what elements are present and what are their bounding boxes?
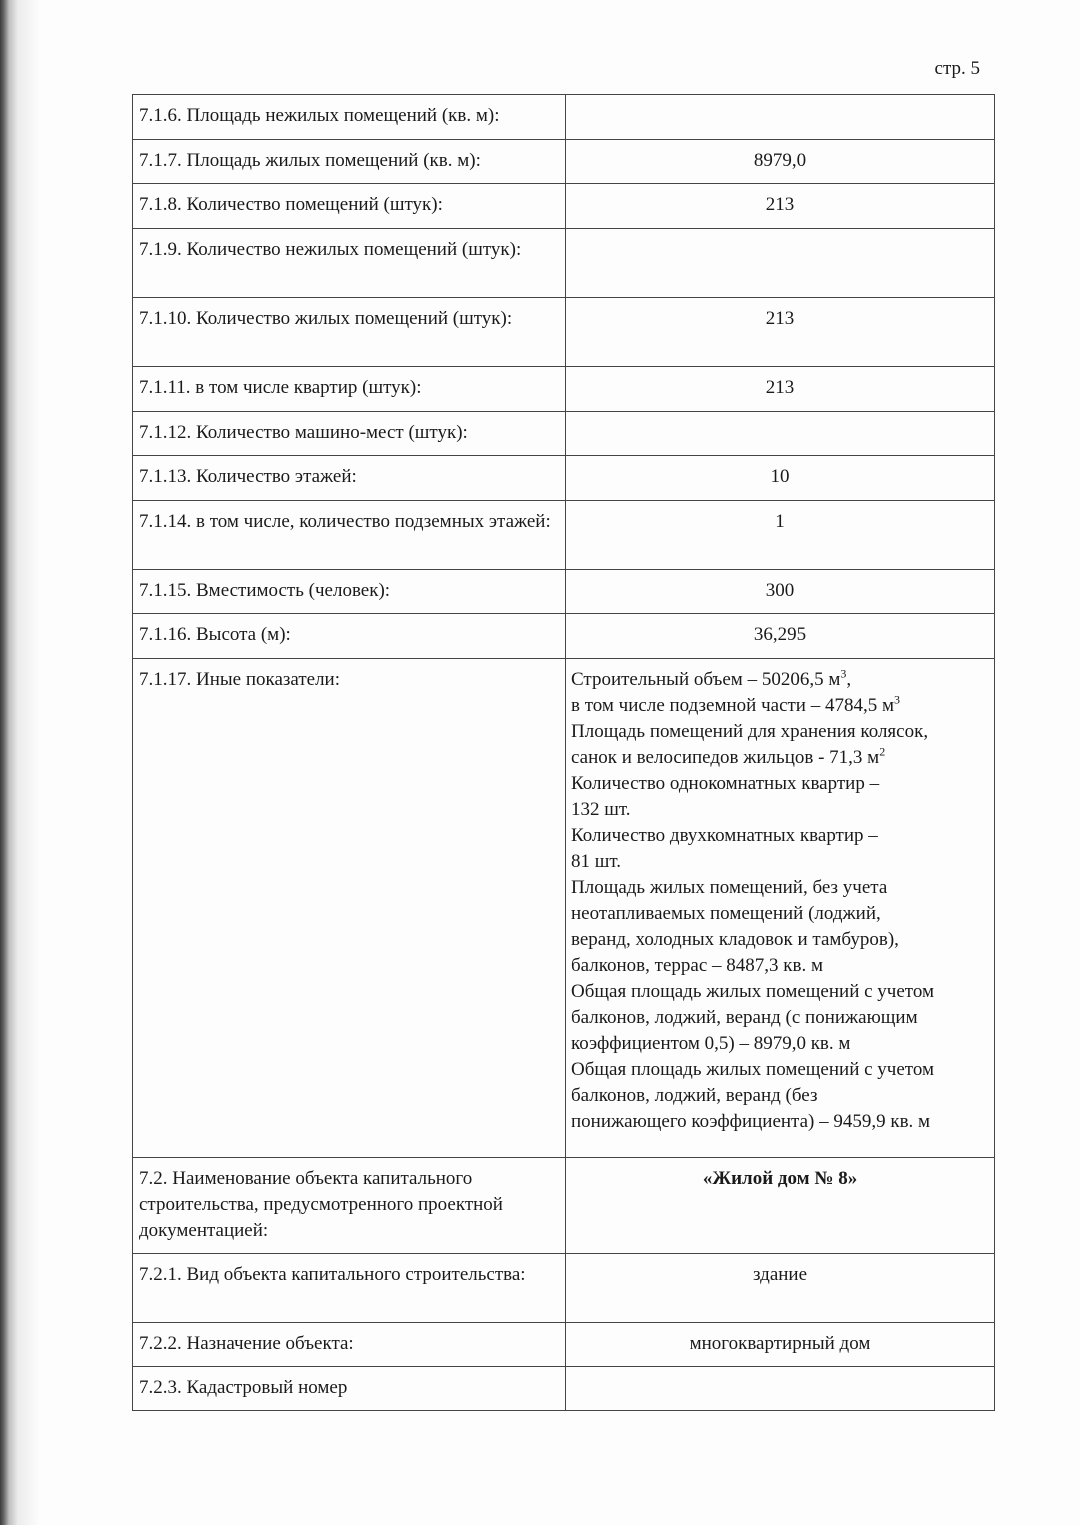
indicator-line: Количество однокомнатных квартир – bbox=[571, 773, 880, 794]
table-row bbox=[133, 184, 995, 229]
row-value: 213 bbox=[566, 184, 995, 229]
indicator-line: 132 шт. bbox=[571, 799, 631, 820]
indicator-line: санок и велосипедов жильцов - 71,3 $м^2$ bbox=[571, 744, 886, 768]
row-label: 7.1.17. Иные показатели: bbox=[133, 659, 566, 1158]
table-row bbox=[133, 229, 995, 298]
indicator-line: Строительный объем – 50206,5 $м^3$, bbox=[571, 666, 852, 690]
row-label: 7.1.9. Количество нежилых помещений (штук): bbox=[133, 229, 566, 298]
row-label: 7.1.7. Площадь жилых помещений (кв. м): bbox=[133, 140, 566, 184]
row-label: 7.2.1. Вид объекта капитального строительства: bbox=[133, 1254, 566, 1323]
row-label: 7.1.8. Количество помещений (штук): bbox=[133, 184, 566, 229]
indicator-line: в том числе подземной части – 4784,5 $м^3$ bbox=[571, 692, 900, 716]
row-value: 300 bbox=[566, 570, 995, 614]
table-row bbox=[133, 1254, 995, 1323]
object-name-value: «Жилой дом № 8» bbox=[566, 1158, 995, 1254]
table-row bbox=[133, 367, 995, 412]
indicator-line: понижающего коэффициента) – 9459,9 кв. м bbox=[571, 1111, 931, 1132]
row-label: 7.1.11. в том числе квартир (штук): bbox=[133, 367, 566, 412]
row-label: 7.1.15. Вместимость (человек): bbox=[133, 570, 566, 614]
indicator-line: веранд, холодных кладовок и тамбуров), bbox=[571, 929, 899, 950]
row-label: 7.1.14. в том числе, количество подземных этажей: bbox=[133, 501, 566, 570]
table-row bbox=[133, 570, 995, 614]
building-parameters-table bbox=[132, 94, 995, 1411]
row-label: 7.2.2. Назначение объекта: bbox=[133, 1323, 566, 1367]
row-label: 7.1.12. Количество машино-мест (штук): bbox=[133, 412, 566, 456]
row-value: 1 bbox=[566, 501, 995, 570]
row-value: многоквартирный дом bbox=[566, 1323, 995, 1367]
row-value: 213 bbox=[566, 298, 995, 367]
indicator-line: коэффициентом 0,5) – 8979,0 кв. м bbox=[571, 1033, 851, 1054]
indicator-line: Общая площадь жилых помещений с учетом bbox=[571, 981, 934, 1002]
row-label: 7.2.3. Кадастровый номер bbox=[133, 1367, 566, 1411]
row-value: здание bbox=[566, 1254, 995, 1323]
page-number: стр. 5 bbox=[934, 58, 980, 79]
row-value bbox=[566, 95, 995, 140]
row-label: 7.1.13. Количество этажей: bbox=[133, 456, 566, 501]
indicator-line: балконов, лоджий, веранд (с понижающим bbox=[571, 1007, 918, 1028]
row-value: 36,295 bbox=[566, 614, 995, 659]
table-row bbox=[133, 140, 995, 184]
row-label: 7.2. Наименование объекта капитального строительства, предусмотренного проектной документацией: bbox=[133, 1158, 566, 1254]
row-label: 7.1.6. Площадь нежилых помещений (кв. м): bbox=[133, 95, 566, 140]
indicator-line: Площадь помещений для хранения колясок, bbox=[571, 721, 929, 742]
table-row bbox=[133, 1158, 995, 1254]
row-label: 7.1.16. Высота (м): bbox=[133, 614, 566, 659]
table-row bbox=[133, 1323, 995, 1367]
row-label: 7.1.10. Количество жилых помещений (штук): bbox=[133, 298, 566, 367]
table-row-other-indicators bbox=[133, 659, 995, 1158]
table-row bbox=[133, 1367, 995, 1411]
other-indicators-list bbox=[566, 659, 995, 1158]
table-row bbox=[133, 298, 995, 367]
row-value bbox=[566, 412, 995, 456]
table-row bbox=[133, 412, 995, 456]
table-row bbox=[133, 501, 995, 570]
row-value: 8979,0 bbox=[566, 140, 995, 184]
table-row bbox=[133, 614, 995, 659]
indicator-line: неотапливаемых помещений (лоджий, bbox=[571, 903, 881, 924]
table-row bbox=[133, 95, 995, 140]
table-row bbox=[133, 456, 995, 501]
indicator-line: 81 шт. bbox=[571, 851, 622, 872]
indicator-line: Площадь жилых помещений, без учета bbox=[571, 877, 888, 898]
row-value: 213 bbox=[566, 367, 995, 412]
row-value bbox=[566, 1367, 995, 1411]
row-value bbox=[566, 229, 995, 298]
indicator-line: Количество двухкомнатных квартир – bbox=[571, 825, 878, 846]
indicator-line: Общая площадь жилых помещений с учетом bbox=[571, 1059, 934, 1080]
indicator-line: балконов, лоджий, веранд (без bbox=[571, 1085, 818, 1106]
row-value: 10 bbox=[566, 456, 995, 501]
scan-edge-shadow bbox=[0, 0, 40, 1525]
indicator-line: балконов, террас – 8487,3 кв. м bbox=[571, 955, 823, 976]
